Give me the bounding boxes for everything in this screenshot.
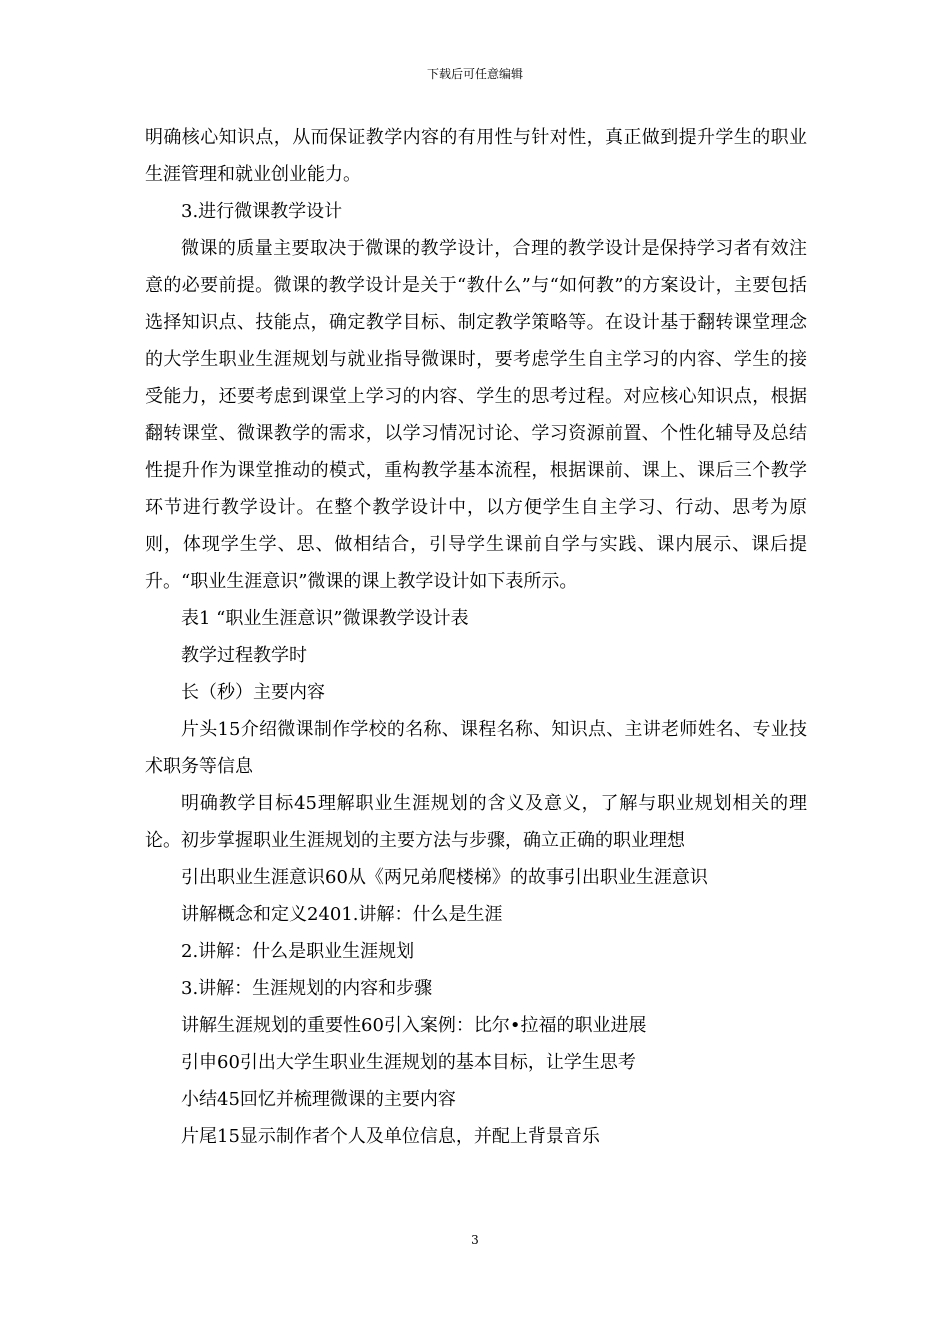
table-header-line: 教学过程教学时 [181, 645, 307, 666]
paragraph: 明确核心知识点，从而保证教学内容的有用性与针对性，真正做到提升学生的职业生涯管理和就业创业能力。 [145, 127, 807, 185]
page-header: 下载后可任意编辑 [426, 67, 523, 81]
paragraph: 微课的质量主要取决于微课的教学设计，合理的教学设计是保持学习者有效注意的必要前提。微课的教学设计是关于“教什么”与“如何教”的方案设计，主要包括选择知识点、技能点，确定教学目标、制定教学策略等。在设计基于翻转课堂理念的大学生职业生涯规划与就业指导微课时，要考虑学生自主学习的内容、学生的接受能力，还要考虑到课堂上学习的内容、学生的思考过程。对应核心知识点，根据翻转课堂、微课教学的需求，以学习情况讨论、学习资源前置、个性化辅导及总结性提升作为课堂推动的模式，重构教学基本流程，根据课前、课上、课后三个教学环节进行教学设计。在整个教学设计中，以方便学生自主学习、行动、思考为原则，体现学生学、思、做相结合，引导学生课前自学与实践、课内展示、课后提升。“职业生涯意识”微课的课上教学设计如下表所示。 [145, 238, 807, 592]
table-row-line: 2.讲解：什么是职业生涯规划 [181, 941, 415, 962]
document-body [145, 119, 807, 1155]
table-row-line: 小结45回忆并梳理微课的主要内容 [181, 1089, 456, 1110]
table-row-line: 引出职业生涯意识60从《两兄弟爬楼梯》的故事引出职业生涯意识 [181, 867, 708, 888]
table-row-line: 引申60引出大学生职业生涯规划的基本目标，让学生思考 [181, 1052, 636, 1073]
page-number: 3 [471, 1233, 479, 1247]
table-row-line: 讲解概念和定义2401.讲解：什么是生涯 [181, 904, 503, 925]
table-row-line: 3.讲解：生涯规划的内容和步骤 [181, 978, 433, 999]
table-row-line: 片头15介绍微课制作学校的名称、课程名称、知识点、主讲老师姓名、专业技术职务等信息 [145, 719, 807, 777]
table-caption: 表1 “职业生涯意识”微课教学设计表 [181, 608, 469, 629]
table-row-line: 明确教学目标45理解职业生涯规划的含义及意义，了解与职业规划相关的理论。初步掌握职业生涯规划的主要方法与步骤，确立正确的职业理想 [145, 793, 807, 851]
table-header-line: 长（秒）主要内容 [181, 682, 325, 703]
table-row-line: 讲解生涯规划的重要性60引入案例：比尔•拉福的职业进展 [181, 1015, 647, 1036]
table-row-line: 片尾15显示制作者个人及单位信息，并配上背景音乐 [181, 1126, 600, 1147]
section-heading: 3.进行微课教学设计 [181, 201, 343, 222]
